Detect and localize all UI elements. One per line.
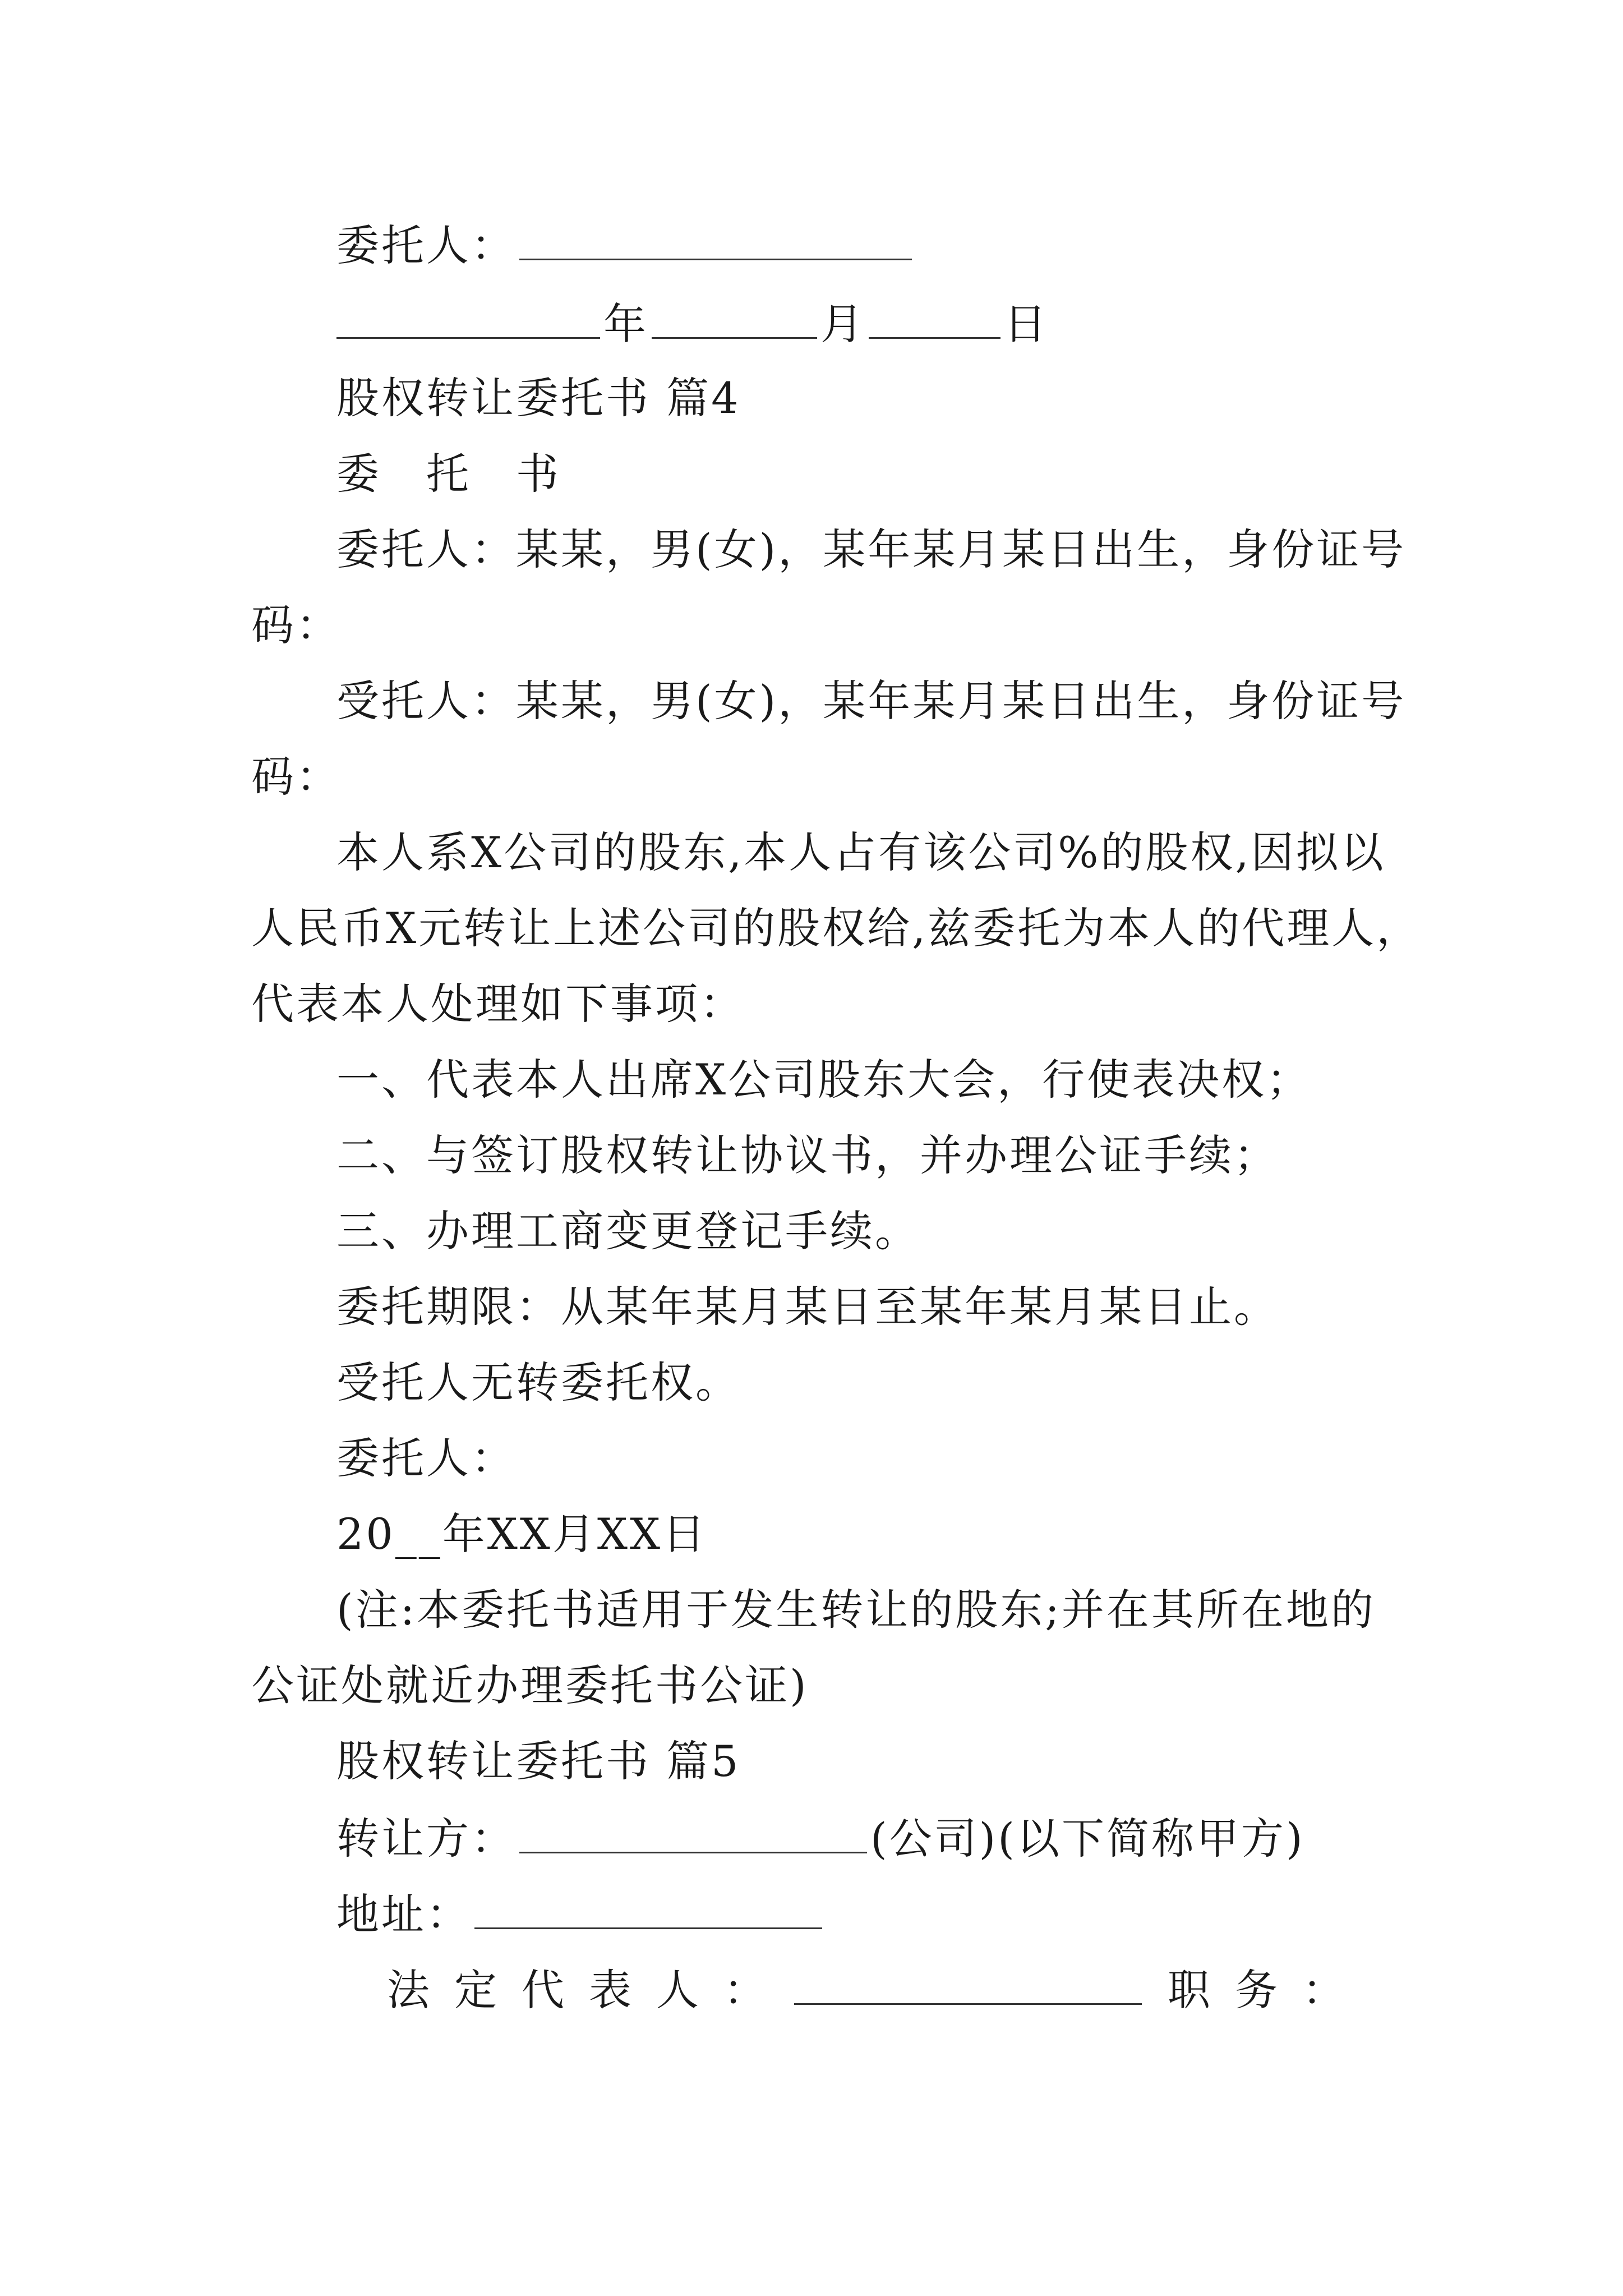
paragraph-line: 委托人：某某，男(女)，某年某月某日出生，身份证号 (336, 524, 1407, 574)
year-blank (336, 295, 600, 339)
document-title: 委 托 书 (336, 449, 561, 499)
address-label: 地址： (336, 1889, 471, 1939)
transferor-blank (519, 1809, 867, 1853)
principal-signature-line (336, 216, 1373, 274)
transferor-suffix: (公司)(以下简称甲方) (870, 1814, 1305, 1864)
date-line (336, 295, 1373, 352)
section-heading-4: 股权转让委托书 篇4 (336, 373, 741, 423)
paragraph-line: 码： (251, 600, 341, 650)
principal-label: 委托人： (336, 220, 516, 270)
paragraph-line: 人民币X元转让上述公司的股权给,兹委托为本人的代理人， (251, 903, 1422, 953)
note-line: (注:本委托书适用于发生转让的股东;并在其所在地的 (336, 1585, 1376, 1635)
day-label: 日 (1004, 299, 1049, 349)
list-item: 三、办理工商变更登记手续。 (336, 1206, 920, 1256)
principal-label-line: 委托人： (336, 1433, 516, 1483)
paragraph-line: 本人系X公司的股东,本人占有该公司%的股权,因拟以 (336, 827, 1386, 877)
month-blank (652, 295, 817, 339)
legal-rep-label: 法定代表人： (387, 1965, 791, 2015)
list-item: 二、与签订股权转让协议书，并办理公证手续； (336, 1130, 1279, 1180)
address-line (336, 1885, 1373, 1943)
legal-rep-blank (794, 1961, 1142, 2005)
list-item: 一、代表本人出席X公司股东大会，行使表决权； (336, 1055, 1312, 1105)
paragraph-line: 委托期限：从某年某月某日至某年某月某日止。 (336, 1282, 1279, 1332)
paragraph-line: 代表本人处理如下事项： (251, 979, 745, 1029)
paragraph-line: 受托人无转委托权。 (336, 1358, 740, 1407)
transferor-label: 转让方： (336, 1814, 516, 1864)
year-label: 年 (603, 299, 648, 349)
note-line: 公证处就近办理委托书公证) (251, 1660, 809, 1710)
address-blank (474, 1885, 822, 1929)
paragraph-line: 受托人：某某，男(女)，某年某月某日出生，身份证号 (336, 676, 1407, 726)
legal-rep-line (387, 1961, 1423, 2018)
position-label: 职务： (1168, 1965, 1370, 2015)
date-text-line: 20__年XX月XX日 (336, 1509, 708, 1559)
paragraph-line: 码： (251, 752, 341, 802)
transferor-line (336, 1809, 1373, 1867)
month-label: 月 (820, 299, 865, 349)
day-blank (869, 295, 1000, 339)
principal-blank (519, 216, 912, 260)
section-heading-5: 股权转让委托书 篇5 (336, 1736, 741, 1786)
